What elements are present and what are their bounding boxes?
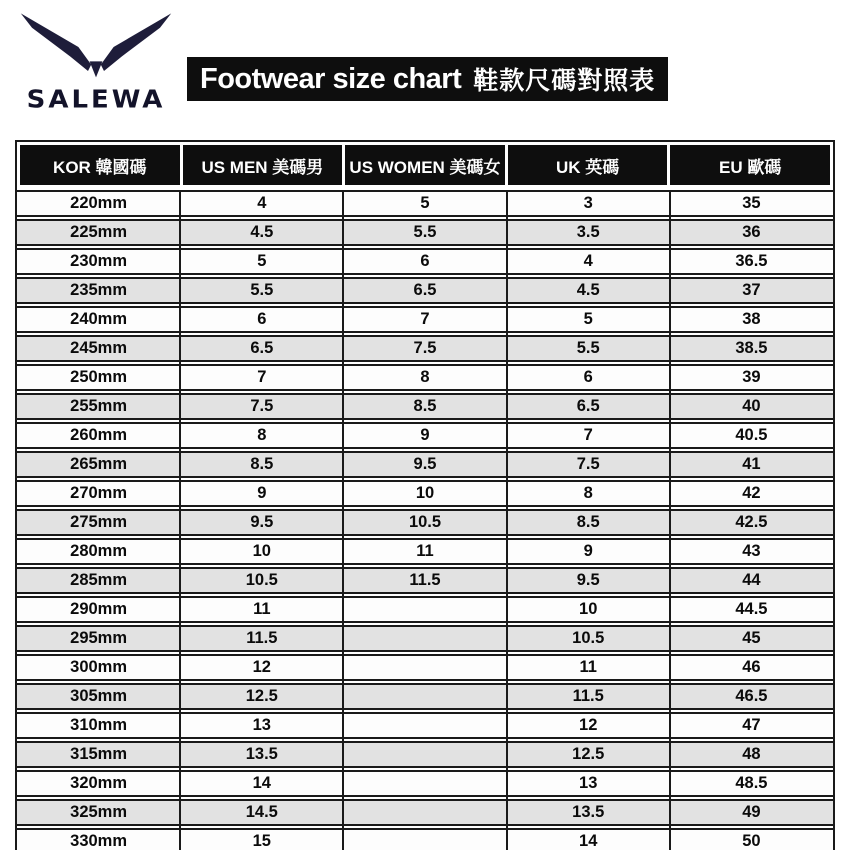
table-row [17, 799, 833, 826]
table-cell: 10 [579, 600, 598, 618]
table-cell: 47 [742, 716, 761, 734]
table-row [17, 364, 833, 391]
table-cell: 245mm [70, 339, 128, 357]
table-cell: 15 [252, 832, 271, 850]
table-cell: 10.5 [408, 513, 442, 531]
table-cell: 230mm [70, 252, 128, 270]
table-cell: 11 [253, 600, 271, 618]
table-cell: 315mm [70, 745, 128, 763]
table-cell: 40.5 [735, 426, 768, 444]
table-cell: 8.5 [250, 455, 274, 473]
table-cell: 5 [583, 310, 593, 328]
table-cell [343, 830, 506, 850]
table-row [17, 625, 833, 652]
table-cell: 14.5 [245, 803, 278, 821]
table-cell: 8.5 [413, 397, 437, 415]
page-title-zh: 鞋款尺碼對照表 [473, 67, 656, 95]
table-cell: 13.5 [245, 745, 278, 763]
table-cell: 43 [742, 542, 761, 560]
size-table [15, 140, 835, 850]
table-row [17, 393, 833, 420]
table-cell: 7.5 [250, 397, 274, 415]
table-cell: 36 [742, 223, 761, 241]
table-cell: 4.5 [250, 223, 274, 241]
table-row [17, 654, 833, 681]
table-cell [343, 801, 506, 824]
table-cell: 295mm [70, 629, 128, 647]
table-cell: 14 [579, 832, 598, 850]
table-cell: 37 [742, 281, 761, 299]
table-cell: 7 [257, 368, 267, 386]
table-cell: 9.5 [576, 571, 600, 589]
table-cell: 9.5 [250, 513, 274, 531]
table-row [17, 509, 833, 536]
table-cell: 11.5 [409, 571, 441, 589]
table-cell: 10.5 [572, 629, 605, 647]
table-cell: 6.5 [250, 339, 274, 357]
brand-wordmark: SALEWA [26, 85, 166, 115]
table-cell: 12 [579, 716, 598, 734]
table-cell: 50 [742, 832, 761, 850]
table-cell: 49 [742, 803, 761, 821]
table-cell: 12.5 [572, 745, 605, 763]
table-body [17, 190, 833, 850]
table-cell: 13 [252, 716, 271, 734]
table-cell: 4 [583, 252, 593, 270]
table-cell: 44 [742, 571, 761, 589]
table-cell: 3.5 [576, 223, 600, 241]
page-header [0, 0, 850, 140]
table-cell: 235mm [70, 281, 128, 299]
table-cell: 12 [252, 658, 271, 676]
table-cell: 44.5 [735, 600, 768, 618]
table-row [17, 277, 833, 304]
table-cell: 13 [579, 774, 598, 792]
table-cell: 35 [742, 194, 761, 212]
table-row [17, 596, 833, 623]
table-cell: 11 [416, 542, 434, 560]
table-cell: 300mm [70, 658, 128, 676]
table-cell [343, 656, 506, 679]
table-cell: 8 [420, 368, 430, 386]
table-cell: 280mm [70, 542, 128, 560]
table-cell: 5 [420, 194, 430, 212]
column-header-kor: KOR 韓國碼 [20, 145, 180, 185]
table-cell: 305mm [70, 687, 128, 705]
salewa-eagle-icon [16, 6, 176, 84]
table-cell: 7 [420, 310, 430, 328]
table-cell: 7 [583, 426, 593, 444]
table-header-row [17, 142, 833, 188]
table-cell: 12.5 [245, 687, 278, 705]
table-row [17, 480, 833, 507]
table-cell: 46 [742, 658, 761, 676]
table-cell: 285mm [70, 571, 128, 589]
table-cell: 275mm [70, 513, 128, 531]
table-cell: 240mm [70, 310, 128, 328]
table-cell: 3 [583, 194, 593, 212]
page-title [187, 57, 668, 101]
table-cell: 5.5 [250, 281, 274, 299]
table-cell: 7.5 [413, 339, 437, 357]
table-cell: 330mm [70, 832, 128, 850]
table-cell: 9 [583, 542, 593, 560]
table-cell [343, 772, 506, 795]
table-cell: 13.5 [572, 803, 605, 821]
table-cell: 38.5 [735, 339, 768, 357]
table-cell: 42 [742, 484, 761, 502]
table-cell: 265mm [70, 455, 128, 473]
table-row [17, 741, 833, 768]
table-cell: 250mm [70, 368, 128, 386]
table-cell: 255mm [70, 397, 128, 415]
table-cell: 4 [257, 194, 267, 212]
column-header-uk: UK 英碼 [508, 145, 668, 185]
table-cell [343, 714, 506, 737]
table-cell: 320mm [70, 774, 128, 792]
table-row [17, 712, 833, 739]
table-cell: 11.5 [572, 687, 604, 705]
table-cell: 8 [583, 484, 593, 502]
table-row [17, 567, 833, 594]
table-cell: 260mm [70, 426, 128, 444]
table-cell: 9 [420, 426, 430, 444]
table-cell [343, 743, 506, 766]
table-cell: 6.5 [413, 281, 437, 299]
table-cell [343, 685, 506, 708]
table-cell: 270mm [70, 484, 128, 502]
table-cell: 41 [742, 455, 761, 473]
page-title-en: Footwear size chart [200, 62, 462, 95]
table-cell: 6 [257, 310, 267, 328]
table-cell: 36.5 [735, 252, 768, 270]
table-row [17, 451, 833, 478]
table-cell: 225mm [70, 223, 128, 241]
table-row [17, 219, 833, 246]
table-row [17, 190, 833, 217]
table-row [17, 248, 833, 275]
table-cell: 5.5 [413, 223, 437, 241]
table-cell: 7.5 [576, 455, 600, 473]
salewa-logo [12, 6, 180, 115]
table-row [17, 306, 833, 333]
table-cell [343, 598, 506, 621]
table-cell: 220mm [70, 194, 128, 212]
table-cell: 5 [257, 252, 267, 270]
table-cell: 48 [742, 745, 761, 763]
table-cell: 10 [252, 542, 271, 560]
table-cell: 325mm [70, 803, 128, 821]
table-row [17, 422, 833, 449]
column-header-us-women: US WOMEN 美碼女 [345, 145, 505, 185]
table-cell: 5.5 [576, 339, 600, 357]
table-cell: 45 [742, 629, 761, 647]
table-cell: 42.5 [735, 513, 768, 531]
table-cell: 6 [420, 252, 430, 270]
table-cell: 11.5 [246, 629, 278, 647]
table-cell: 9 [257, 484, 267, 502]
table-row [17, 335, 833, 362]
table-cell: 39 [742, 368, 761, 386]
table-row [17, 828, 833, 850]
table-cell: 38 [742, 310, 761, 328]
table-cell: 6.5 [576, 397, 600, 415]
table-cell: 4.5 [576, 281, 600, 299]
table-row [17, 683, 833, 710]
table-cell: 11 [579, 658, 597, 676]
table-cell: 14 [252, 774, 271, 792]
table-cell: 310mm [70, 716, 128, 734]
table-cell: 6 [583, 368, 593, 386]
table-cell: 40 [742, 397, 761, 415]
column-header-us-men: US MEN 美碼男 [183, 145, 343, 185]
table-row [17, 770, 833, 797]
table-cell: 10 [415, 484, 435, 502]
table-row [17, 538, 833, 565]
table-cell: 10.5 [245, 571, 278, 589]
column-header-eu: EU 歐碼 [670, 145, 830, 185]
table-cell [343, 627, 506, 650]
table-cell: 48.5 [735, 774, 768, 792]
table-cell: 9.5 [413, 455, 437, 473]
table-cell: 8.5 [576, 513, 600, 531]
table-cell: 46.5 [735, 687, 768, 705]
table-cell: 290mm [70, 600, 128, 618]
table-cell: 8 [257, 426, 267, 444]
